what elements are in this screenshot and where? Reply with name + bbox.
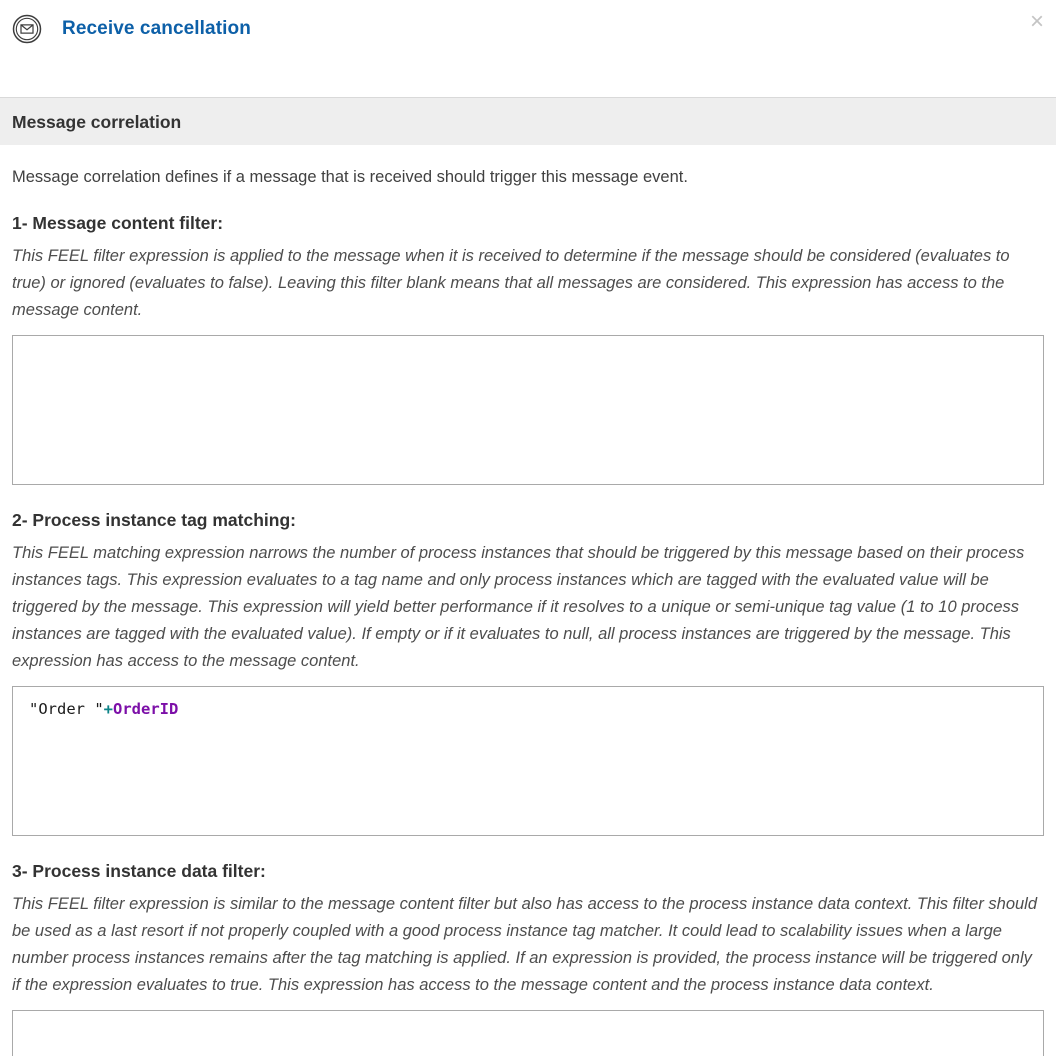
message-content-filter-editor[interactable]	[12, 335, 1044, 485]
close-icon: ×	[1029, 8, 1044, 35]
message-content-filter-value	[13, 336, 1043, 362]
process-instance-tag-matching-editor[interactable]	[12, 686, 1044, 836]
intro-text: Message correlation defines if a message that is received should trigger this message event.	[12, 168, 688, 186]
dialog-header	[0, 0, 1056, 97]
message-catch-event-icon	[12, 14, 42, 44]
data-filter-value	[13, 1011, 1043, 1037]
dialog-content	[0, 166, 1056, 1056]
section-2-heading: 2- Process instance tag matching:	[12, 510, 296, 530]
section-1-heading: 1- Message content filter:	[12, 213, 224, 233]
section-1-description: This FEEL filter expression is applied to the message when it is received to determine if the message should be considered (evaluates to true) or ignored (evaluates to false). Leaving this filter blank means that all messages are considered. This expression has access to the message content.	[12, 247, 1010, 319]
message-correlation-section-bar	[0, 97, 1056, 145]
dialog-title: Receive cancellation	[62, 18, 251, 39]
section-3-heading: 3- Process instance data filter:	[12, 861, 266, 881]
tag-matching-expression: "Order "+OrderID	[29, 700, 179, 718]
process-instance-data-filter-editor[interactable]	[12, 1010, 1044, 1056]
section-bar-title: Message correlation	[12, 112, 182, 132]
close-button[interactable]	[1029, 8, 1044, 35]
section-2-description: This FEEL matching expression narrows the number of process instances that should be triggered by this message based on their process instances tags. This expression evaluates to a tag name and only process instances which are tagged with the evaluated value will be triggered by the message. This expression will yield better performance if it resolves to a unique or semi-unique tag value (1 to 10 process instances are tagged with the evaluated value). If empty or if it evaluates to null, all process instances are triggered by the message. This expression has access to the message content.	[12, 544, 1025, 670]
section-3-description: This FEEL filter expression is similar to the message content filter but also has access to the process instance data context. This filter should be used as a last resort if not properly coupled with a good process instance tag matcher. It could lead to scalability issues when a large number process instances remains after the tag matching is applied. If an expression is provided, the process instance will be triggered only if the expression evaluates to true. This expression has access to the message content and the process instance data context.	[12, 895, 1038, 994]
